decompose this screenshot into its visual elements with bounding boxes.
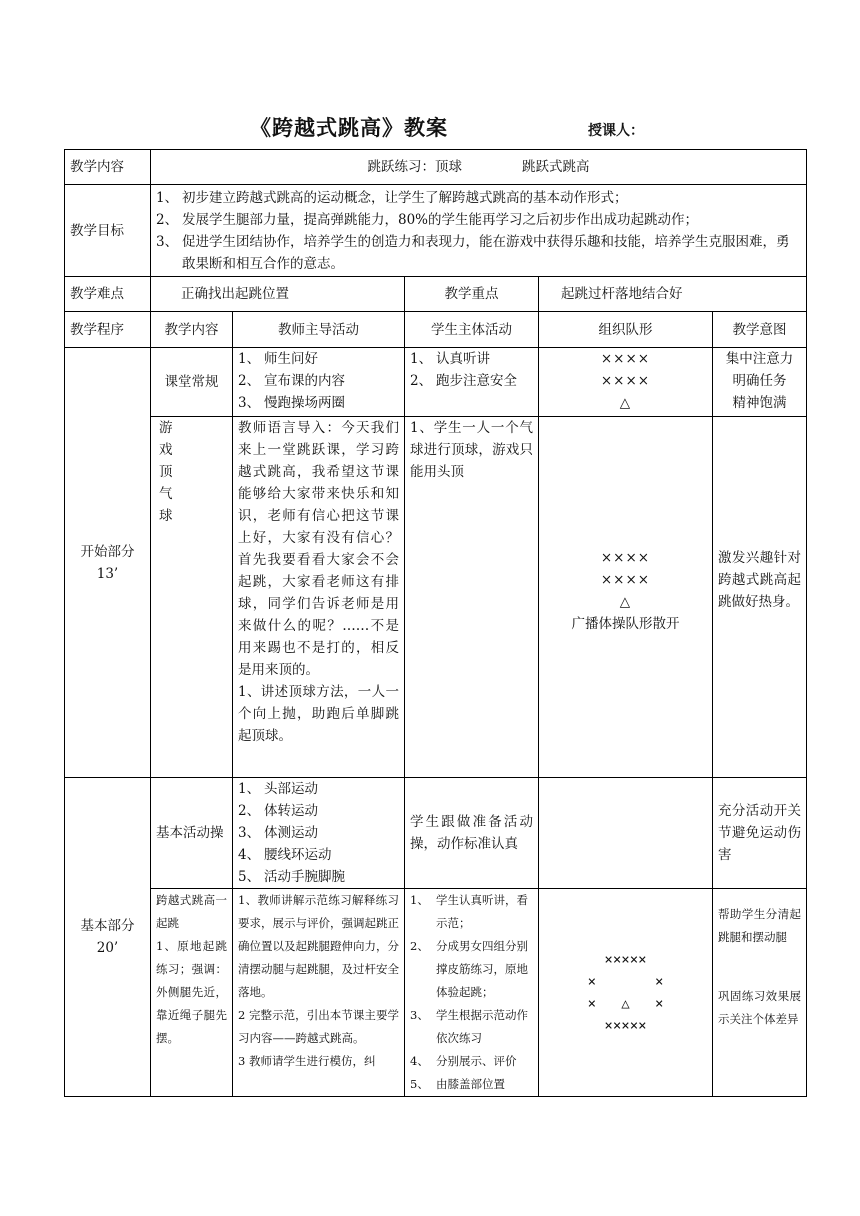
page-title: 《跨越式跳高》教案 xyxy=(250,116,448,140)
game-content: 游 戏 顶 气 球 xyxy=(151,417,233,778)
row-teaching-content xyxy=(65,150,807,185)
list-item: 2、 宣布课的内容 xyxy=(238,373,345,389)
goals-cell xyxy=(151,185,807,277)
list-item: 2、 跑步注意安全 xyxy=(410,373,517,389)
row-teaching-goals xyxy=(65,185,807,277)
start-section-time: 13’ xyxy=(96,565,119,582)
goals-label: 教学目标 xyxy=(65,185,151,277)
difficulty-value: 正确找出起跳位置 xyxy=(151,277,405,312)
header-intent: 教学意图 xyxy=(713,312,807,348)
warmup-content: 基本活动操 xyxy=(151,778,233,889)
teacher-label: 授课人： xyxy=(588,123,644,139)
list-item: 4、 腰线环运动 xyxy=(238,847,332,863)
list-item: 4、 分别展示、评价 xyxy=(410,1054,517,1068)
content-value: 跳跃练习：顶球 跳跃式跳高 xyxy=(151,150,807,185)
game-teacher xyxy=(233,417,405,778)
list-item: 3、 慢跑操场两圈 xyxy=(238,395,345,411)
jump-teacher-step: 2 完整示范，引出本节课主要学习内容——跨越式跳高。 xyxy=(238,1008,399,1045)
goal-item: 1、 初步建立跨越式跳高的运动概念，让学生了解跨越式跳高的基本动作形式； xyxy=(156,189,628,206)
header-teacher: 教师主导活动 xyxy=(233,312,405,348)
key-point-label: 教学重点 xyxy=(405,277,539,312)
basic-section-label: 基本部分 xyxy=(80,918,135,934)
goal-item: 3、 促进学生团结协作，培养学生的创造力和表现力，能在游戏中获得乐趣和技能，培养学生克服困难，勇敢果断和相互合作的意志。 xyxy=(156,233,790,272)
key-point-value: 起跳过杆落地结合好 xyxy=(539,277,807,312)
content-label: 教学内容 xyxy=(65,150,151,185)
row-routine xyxy=(65,348,807,417)
list-item: 5、 活动手腕脚腕 xyxy=(238,869,345,885)
list-item: 2、 分成男女四组分别撑皮筋练习，原地体验起跳； xyxy=(410,939,528,999)
jump-teacher xyxy=(233,889,405,1097)
routine-teacher xyxy=(233,348,405,417)
row-jump xyxy=(65,889,807,1097)
lesson-plan-table xyxy=(64,149,807,1097)
game-teacher-method: 1、讲述顶球方法，一人一个向上抛，助跑后单脚跳起顶球。 xyxy=(238,684,399,744)
list-item: 2、 体转运动 xyxy=(238,803,318,819)
jump-content: 跨越式跳高一起跳 1、原地起跳练习；强调：外侧腿先近，靠近绳子腿先摆。 xyxy=(151,889,233,1097)
header-student: 学生主体活动 xyxy=(405,312,539,348)
goal-item: 2、 发展学生腿部力量，提高弹跳能力，80%的学生能再学习之后初步作出成功起跳动作； xyxy=(156,211,699,228)
list-item: 3、 体测运动 xyxy=(238,825,318,841)
warmup-student: 学生跟做准备活动操，动作标准认真 xyxy=(405,778,539,889)
list-item: 1、 头部运动 xyxy=(238,781,318,797)
routine-intent: 集中注意力 明确任务 精神饱满 xyxy=(713,348,807,417)
header-content: 教学内容 xyxy=(151,312,233,348)
row-difficulty xyxy=(65,277,807,312)
game-student: 1、学生一人一个气球进行顶球，游戏只能用头顶 xyxy=(405,417,539,778)
row-column-headers xyxy=(65,312,807,348)
jump-teacher-step: 3 教师请学生进行模仿，纠 xyxy=(238,1054,376,1068)
start-section-cell xyxy=(65,348,151,778)
list-item: 1、 学生认真听讲，看示范； xyxy=(410,893,528,930)
goals-list xyxy=(156,187,801,275)
list-item: 1、 师生问好 xyxy=(238,351,318,367)
game-intent: 激发兴趣针对跨越式跳高起跳做好热身。 xyxy=(713,417,807,778)
routine-content: 课堂常规 xyxy=(151,348,233,417)
jump-student xyxy=(405,889,539,1097)
list-item: 3、 学生根据示范动作依次练习 xyxy=(410,1008,528,1045)
basic-section-cell xyxy=(65,778,151,1097)
routine-formation: ×××× ×××× △ xyxy=(539,348,713,417)
jump-intent: 帮助学生分清起跳腿和摆动腿 巩固练习效果展示关注个体差异 xyxy=(713,889,807,1097)
game-formation: ×××× ×××× △ 广播体操队形散开 xyxy=(539,417,713,778)
list-item: 5、 由膝盖部位置 xyxy=(410,1077,505,1091)
header-procedure: 教学程序 xyxy=(65,312,151,348)
routine-student xyxy=(405,348,539,417)
jump-teacher-step: 1、教师讲解示范练习解释练习要求，展示与评价，强调起跳正确位置以及起跳腿蹬伸向力，分清摆动腿与起跳腿，及过杆安全落地。 xyxy=(238,893,399,999)
warmup-formation xyxy=(539,778,713,889)
jump-formation: ××××× × × × △ × ××××× xyxy=(539,889,713,1097)
list-item: 1、 认真听讲 xyxy=(410,351,490,367)
warmup-teacher xyxy=(233,778,405,889)
header-formation: 组织队形 xyxy=(539,312,713,348)
basic-section-time: 20’ xyxy=(96,940,119,956)
difficulty-label: 教学难点 xyxy=(65,277,151,312)
start-section-label: 开始部分 xyxy=(80,543,135,560)
warmup-intent: 充分活动开关节避免运动伤害 xyxy=(713,778,807,889)
row-game xyxy=(65,417,807,778)
game-teacher-intro: 教师语言导入：今天我们来上一堂跳跃课，学习跨越式跳高，我希望这节课能够给大家带来快乐和知识，老师有信心把这节课上好，大家有没有信心？首先我要看看大家会不会起跳，大家看老师这有排球，同学们告诉老师是用来做什么的呢？……不是用来踢也不是打的，相反是用来顶的。 xyxy=(238,420,399,678)
row-warmup xyxy=(65,778,807,889)
